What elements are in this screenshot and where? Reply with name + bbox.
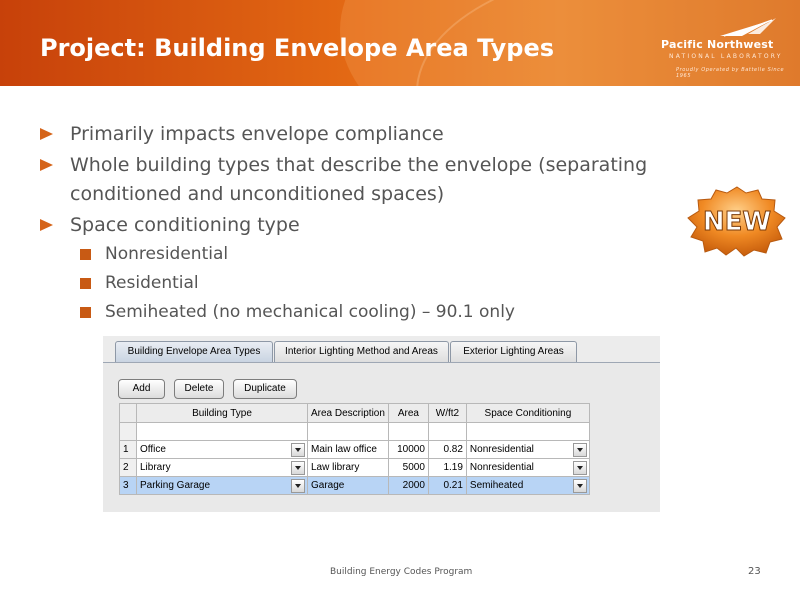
sub-bullet-item xyxy=(40,298,680,327)
tab-interior-lighting[interactable]: Interior Lighting Method and Areas xyxy=(274,341,449,362)
bullet-item xyxy=(40,151,680,209)
table-spacer-row xyxy=(120,423,590,441)
logo-name: Pacific Northwest xyxy=(661,38,774,51)
column-header-wft2[interactable]: W/ft2 xyxy=(428,404,466,423)
square-bullet-icon xyxy=(80,278,91,289)
sub-bullet-text: Semiheated (no mechanical cooling) – 90.1 only xyxy=(105,302,515,322)
sub-bullet-item xyxy=(40,240,680,269)
tab-bar xyxy=(103,336,660,363)
building-type-cell[interactable]: Parking Garage xyxy=(137,477,308,495)
dropdown-arrow-icon[interactable] xyxy=(291,461,305,475)
building-type-cell[interactable]: Library xyxy=(137,459,308,477)
duplicate-button[interactable]: Duplicate xyxy=(233,379,297,399)
column-header-area[interactable]: Area xyxy=(388,404,428,423)
space-conditioning-cell[interactable]: Semiheated xyxy=(466,477,589,495)
bullet-text: Space conditioning type xyxy=(70,214,300,236)
wft2-cell: 1.19 xyxy=(428,459,466,477)
tab-building-envelope-area-types[interactable]: Building Envelope Area Types xyxy=(115,341,273,362)
bullet-text: Whole building types that describe the envelope (separating conditioned and unconditioned spaces) xyxy=(70,154,648,205)
column-header-space-conditioning[interactable]: Space Conditioning xyxy=(466,404,589,423)
area-cell[interactable]: 10000 xyxy=(388,441,428,459)
dropdown-arrow-icon[interactable] xyxy=(291,443,305,457)
app-screenshot xyxy=(103,336,660,512)
triangle-bullet-icon xyxy=(40,128,53,140)
row-number: 2 xyxy=(120,459,137,477)
sub-bullet-text: Nonresidential xyxy=(105,244,229,264)
table-header-row xyxy=(120,404,590,423)
delete-button[interactable]: Delete xyxy=(174,379,224,399)
square-bullet-icon xyxy=(80,249,91,260)
sub-bullet-text: Residential xyxy=(105,273,199,293)
table-row[interactable] xyxy=(120,459,590,477)
table-row-selected[interactable] xyxy=(120,477,590,495)
tab-exterior-lighting[interactable]: Exterior Lighting Areas xyxy=(450,341,577,362)
row-number: 1 xyxy=(120,441,137,459)
area-cell[interactable]: 2000 xyxy=(388,477,428,495)
triangle-bullet-icon xyxy=(40,159,53,171)
area-description-cell[interactable]: Main law office xyxy=(308,441,389,459)
square-bullet-icon xyxy=(80,307,91,318)
badge-label: NEW xyxy=(702,207,772,237)
new-badge xyxy=(686,185,788,257)
building-type-cell[interactable]: Office xyxy=(137,441,308,459)
slide-title: Project: Building Envelope Area Types xyxy=(40,34,555,62)
pnnl-logo-icon xyxy=(660,14,790,78)
logo-subtitle: NATIONAL LABORATORY xyxy=(669,53,783,60)
column-header-area-description[interactable]: Area Description xyxy=(308,404,389,423)
bullet-item xyxy=(40,211,680,240)
row-number: 3 xyxy=(120,477,137,495)
sub-bullet-item xyxy=(40,269,680,298)
logo-tagline: Proudly Operated by Battelle Since 1965 xyxy=(676,67,785,79)
column-header-row-number xyxy=(120,404,137,423)
dropdown-arrow-icon[interactable] xyxy=(573,443,587,457)
triangle-bullet-icon xyxy=(40,219,53,231)
area-description-cell[interactable]: Garage xyxy=(308,477,389,495)
space-conditioning-cell[interactable]: Nonresidential xyxy=(466,441,589,459)
wft2-cell: 0.82 xyxy=(428,441,466,459)
add-button[interactable]: Add xyxy=(118,379,165,399)
slide-header xyxy=(0,0,800,86)
dropdown-arrow-icon[interactable] xyxy=(573,479,587,493)
page-number: 23 xyxy=(748,566,761,577)
table-row[interactable] xyxy=(120,441,590,459)
bullet-list xyxy=(40,120,680,327)
dropdown-arrow-icon[interactable] xyxy=(573,461,587,475)
dropdown-arrow-icon[interactable] xyxy=(291,479,305,493)
area-description-cell[interactable]: Law library xyxy=(308,459,389,477)
slide-footer: Building Energy Codes Program xyxy=(330,567,473,577)
bullet-text: Primarily impacts envelope compliance xyxy=(70,123,444,145)
area-types-table xyxy=(119,403,590,495)
wft2-cell: 0.21 xyxy=(428,477,466,495)
bullet-item xyxy=(40,120,680,149)
space-conditioning-cell[interactable]: Nonresidential xyxy=(466,459,589,477)
area-cell[interactable]: 5000 xyxy=(388,459,428,477)
column-header-building-type[interactable]: Building Type xyxy=(137,404,308,423)
